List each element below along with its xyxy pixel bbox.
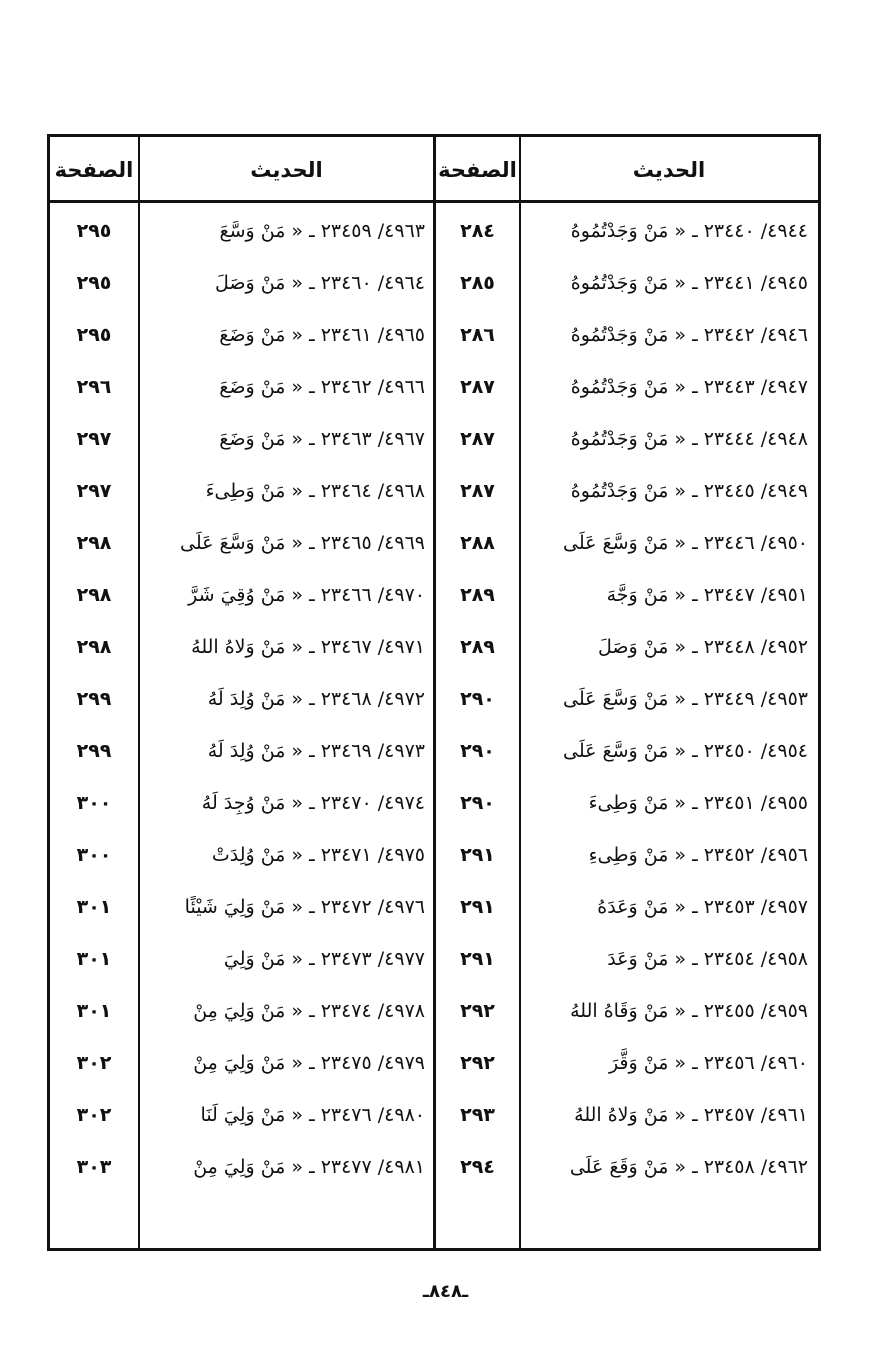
hadith-entry: ٤٩٧٨/ ٢٣٤٧٤ ـ « مَنْ وَلِيَ مِنْ	[193, 1000, 425, 1022]
hadith-entry: ٤٩٤٧/ ٢٣٤٤٣ ـ « مَنْ وَجَدْتُمُوهُ	[570, 376, 808, 398]
page-reference: ٢٨٧	[460, 376, 495, 398]
page-reference: ٣٠٢	[76, 1104, 112, 1126]
page-reference: ٢٩٢	[460, 1000, 495, 1022]
page-reference: ٢٩٠	[460, 740, 495, 762]
hadith-entry: ٤٩٧٤/ ٢٣٤٧٠ ـ « مَنْ وُجِدَ لَهُ	[201, 792, 425, 814]
hadith-entry: ٤٩٦٢/ ٢٣٤٥٨ ـ « مَنْ وَقَعَ عَلَى	[569, 1156, 808, 1178]
page-reference: ٢٨٧	[460, 480, 495, 502]
page-reference: ٢٩٨	[76, 584, 112, 606]
hadith-entry: ٤٩٤٤/ ٢٣٤٤٠ ـ « مَنْ وَجَدْتُمُوهُ	[570, 220, 808, 242]
page-reference: ٢٩١	[460, 896, 495, 918]
page-reference: ٢٩٥	[76, 272, 112, 294]
header-left-page: الصفحة	[54, 158, 134, 182]
page-reference: ٣٠١	[76, 948, 112, 970]
hadith-entry: ٤٩٥٣/ ٢٣٤٤٩ ـ « مَنْ وَسَّعَ عَلَى	[562, 688, 808, 710]
hadith-entry: ٤٩٧٣/ ٢٣٤٦٩ ـ « مَنْ وُلِدَ لَهُ	[207, 740, 425, 762]
hadith-entry: ٤٩٥٦/ ٢٣٤٥٢ ـ « مَنْ وَطِىءِ	[588, 844, 808, 866]
hadith-entry: ٤٩٤٨/ ٢٣٤٤٤ ـ « مَنْ وَجَدْتُمُوهُ	[570, 428, 808, 450]
page-reference: ٢٩٠	[460, 792, 495, 814]
hadith-entry: ٤٩٥٠/ ٢٣٤٤٦ ـ « مَنْ وَسَّعَ عَلَى	[562, 532, 808, 554]
hadith-entry: ٤٩٧١/ ٢٣٤٦٧ ـ « مَنْ وَلاهُ اللهُ	[191, 636, 425, 658]
hadith-entry: ٤٩٤٦/ ٢٣٤٤٢ ـ « مَنْ وَجَدْتُمُوهُ	[570, 324, 808, 346]
page-reference: ٢٩٩	[76, 740, 112, 762]
hadith-entry: ٤٩٥١/ ٢٣٤٤٧ ـ « مَنْ وَجَّهَ	[606, 584, 808, 606]
page-reference: ٢٨٩	[460, 636, 495, 658]
page-reference: ٢٩٥	[76, 324, 112, 346]
hadith-entry: ٤٩٦٥/ ٢٣٤٦١ ـ « مَنْ وَضَعَ	[219, 324, 425, 346]
page-reference: ٢٩٠	[460, 688, 495, 710]
hadith-entry: ٤٩٥٨/ ٢٣٤٥٤ ـ « مَنْ وَعَدَ	[607, 948, 808, 970]
page-reference: ٢٨٦	[460, 324, 495, 346]
page-reference: ٣٠١	[76, 896, 112, 918]
page-reference: ٢٩٤	[460, 1156, 495, 1178]
page-reference: ٢٩١	[460, 844, 495, 866]
hadith-entry: ٤٩٨١/ ٢٣٤٧٧ ـ « مَنْ وَلِيَ مِنْ	[193, 1156, 425, 1178]
hadith-entry: ٤٩٦١/ ٢٣٤٥٧ ـ « مَنْ وَلاهُ اللهُ	[574, 1104, 808, 1126]
hadith-entry: ٤٩٥٩/ ٢٣٤٥٥ ـ « مَنْ وَقَاهُ اللهُ	[570, 1000, 808, 1022]
page-reference: ٣٠٠	[76, 844, 112, 866]
hadith-entry: ٤٩٦٨/ ٢٣٤٦٤ ـ « مَنْ وَطِىءَ	[205, 480, 425, 502]
page-reference: ٢٨٨	[460, 532, 495, 554]
page-reference: ٢٨٥	[460, 272, 495, 294]
hadith-entry: ٤٩٨٠/ ٢٣٤٧٦ ـ « مَنْ وَلِيَ لَنَا	[200, 1104, 425, 1126]
header-right-hadith: الحديث	[632, 158, 706, 182]
index-table	[47, 134, 821, 1251]
page-reference: ٢٩٦	[76, 376, 112, 398]
hadith-entry: ٤٩٥٢/ ٢٣٤٤٨ ـ « مَنْ وَصَلَ	[598, 636, 808, 658]
hadith-entry: ٤٩٧٧/ ٢٣٤٧٣ ـ « مَنْ وَلِيَ	[223, 948, 425, 970]
page-reference: ٣٠٢	[76, 1052, 112, 1074]
header-left-hadith: الحديث	[250, 158, 323, 182]
hadith-entry: ٤٩٦٠/ ٢٣٤٥٦ ـ « مَنْ وَقَّرَ	[608, 1052, 808, 1074]
hadith-entry: ٤٩٥٤/ ٢٣٤٥٠ ـ « مَنْ وَسَّعَ عَلَى	[562, 740, 808, 762]
page-reference: ٢٩٧	[76, 428, 112, 450]
hadith-entry: ٤٩٦٣/ ٢٣٤٥٩ ـ « مَنْ وَسَّعَ	[219, 220, 425, 242]
page-reference: ٢٩٩	[76, 688, 112, 710]
page-reference: ٣٠٣	[76, 1156, 112, 1178]
hadith-entry: ٤٩٤٥/ ٢٣٤٤١ ـ « مَنْ وَجَدْتُمُوهُ	[570, 272, 808, 294]
hadith-entry: ٤٩٦٦/ ٢٣٤٦٢ ـ « مَنْ وَضَعَ	[219, 376, 425, 398]
page-reference: ٣٠١	[76, 1000, 112, 1022]
hadith-entry: ٤٩٦٤/ ٢٣٤٦٠ ـ « مَنْ وَصَلَ	[215, 272, 425, 294]
page-number: ـ٨٤٨ـ	[422, 1281, 469, 1302]
page-reference: ٢٩١	[460, 948, 495, 970]
page-reference: ٢٨٧	[460, 428, 495, 450]
page-reference: ٢٩٣	[460, 1104, 495, 1126]
hadith-entry: ٤٩٦٧/ ٢٣٤٦٣ ـ « مَنْ وَضَعَ	[219, 428, 425, 450]
page-reference: ٢٩٨	[76, 532, 112, 554]
hadith-entry: ٤٩٤٩/ ٢٣٤٤٥ ـ « مَنْ وَجَدْتُمُوهُ	[570, 480, 808, 502]
hadith-entry: ٤٩٥٧/ ٢٣٤٥٣ ـ « مَنْ وَعَدَهُ	[597, 896, 808, 918]
page-reference: ٢٩٢	[460, 1052, 495, 1074]
header-right-page: الصفحة	[438, 158, 517, 182]
page-reference: ٢٨٩	[460, 584, 495, 606]
page-reference: ٢٩٧	[76, 480, 112, 502]
page-reference: ٢٨٤	[460, 220, 495, 242]
hadith-entry: ٤٩٥٥/ ٢٣٤٥١ ـ « مَنْ وَطِىءَ	[588, 792, 808, 814]
hadith-entry: ٤٩٧٩/ ٢٣٤٧٥ ـ « مَنْ وَلِيَ مِنْ	[193, 1052, 425, 1074]
page-reference: ٢٩٨	[76, 636, 112, 658]
page-reference: ٢٩٥	[76, 220, 112, 242]
hadith-entry: ٤٩٧٦/ ٢٣٤٧٢ ـ « مَنْ وَلِيَ شَيْئًا	[184, 896, 425, 918]
hadith-entry: ٤٩٧٥/ ٢٣٤٧١ ـ « مَنْ وُلِدَتْ	[211, 844, 425, 866]
hadith-entry: ٤٩٦٩/ ٢٣٤٦٥ ـ « مَنْ وَسَّعَ عَلَى	[179, 532, 425, 554]
page-reference: ٣٠٠	[76, 792, 112, 814]
hadith-entry: ٤٩٧٢/ ٢٣٤٦٨ ـ « مَنْ وُلِدَ لَهُ	[207, 688, 425, 710]
hadith-entry: ٤٩٧٠/ ٢٣٤٦٦ ـ « مَنْ وُقِيَ شَرَّ	[188, 584, 425, 606]
